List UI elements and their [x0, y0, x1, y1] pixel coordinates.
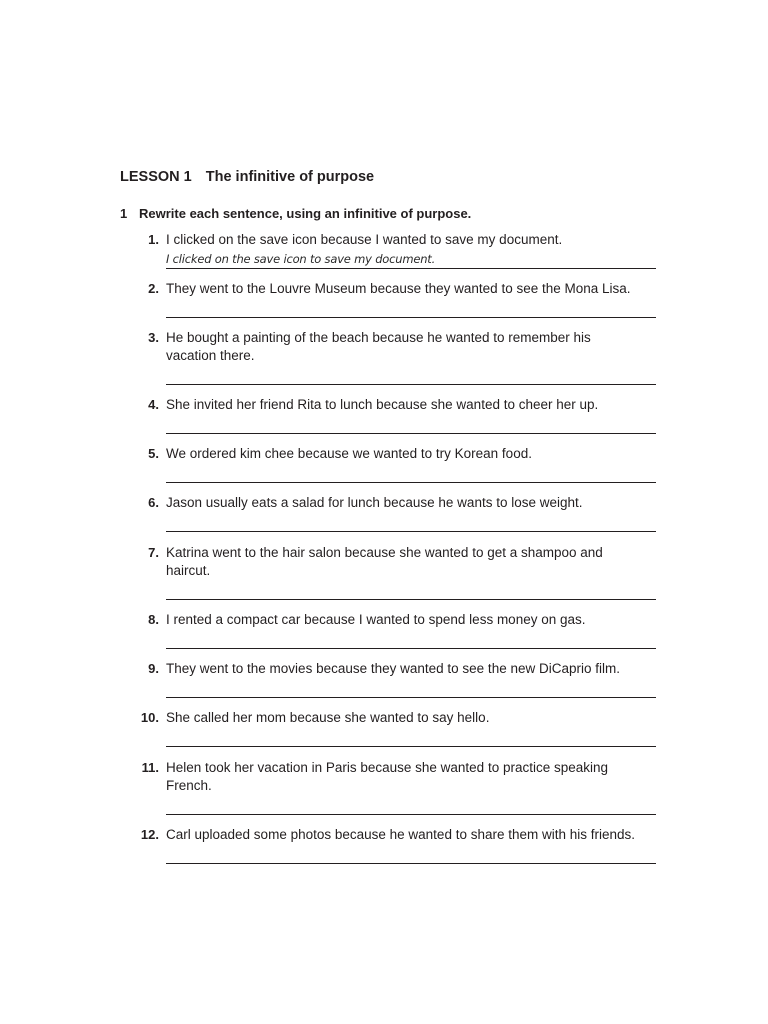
- answer-line[interactable]: [166, 482, 656, 483]
- exercise-number: 1: [120, 206, 128, 221]
- item-sentence: She called her mom because she wanted to say hello.: [166, 710, 490, 725]
- item-number: 4.: [148, 397, 159, 412]
- item-sentence: I rented a compact car because I wanted to spend less money on gas.: [166, 612, 586, 627]
- item-number: 7.: [148, 545, 159, 560]
- item-number: 10.: [140, 710, 159, 725]
- answer-line[interactable]: [166, 746, 656, 747]
- answer-line[interactable]: [166, 648, 656, 649]
- answer-line[interactable]: [166, 433, 656, 434]
- item-number: 9.: [148, 661, 159, 676]
- handwritten-answer: I clicked on the save icon to save my document.: [166, 252, 436, 266]
- item-number: 3.: [148, 330, 159, 345]
- answer-line[interactable]: [166, 697, 656, 698]
- item-number: 1.: [148, 232, 159, 247]
- item-number: 2.: [148, 281, 159, 296]
- item-sentence: I clicked on the save icon because I wanted to save my document.: [166, 232, 563, 247]
- item-sentence: Katrina went to the hair salon because she wanted to get a shampoo and haircut.: [166, 545, 603, 578]
- item-sentence: They went to the Louvre Museum because they wanted to see the Mona Lisa.: [166, 281, 631, 296]
- instruction-text: Rewrite each sentence, using an infinitive of purpose.: [139, 206, 472, 221]
- item-number: 11.: [141, 760, 159, 775]
- item-sentence: Jason usually eats a salad for lunch because he wants to lose weight.: [166, 495, 583, 510]
- item-sentence: We ordered kim chee because we wanted to try Korean food.: [166, 446, 532, 461]
- item-sentence: He bought a painting of the beach because he wanted to remember his vacation there.: [166, 330, 591, 363]
- answer-line[interactable]: [166, 531, 656, 532]
- item-sentence: Helen took her vacation in Paris because she wanted to practice speaking French.: [166, 760, 609, 793]
- answer-line[interactable]: [166, 599, 656, 600]
- answer-line[interactable]: [166, 317, 656, 318]
- lesson-title: The infinitive of purpose: [205, 169, 375, 185]
- answer-line[interactable]: [166, 863, 656, 864]
- answer-line[interactable]: [166, 384, 656, 385]
- lesson-heading: [120, 169, 374, 185]
- item-sentence: She invited her friend Rita to lunch because she wanted to cheer her up.: [166, 397, 599, 412]
- item-number: 6.: [148, 495, 159, 510]
- answer-line[interactable]: [166, 814, 656, 815]
- item-number: 8.: [148, 612, 159, 627]
- item-sentence: Carl uploaded some photos because he wanted to share them with his friends.: [166, 827, 636, 842]
- lesson-label: LESSON 1: [120, 169, 192, 185]
- answer-line[interactable]: [166, 268, 656, 269]
- exercise-instruction: [120, 206, 471, 221]
- item-number: 5.: [148, 446, 159, 461]
- item-number: 12.: [140, 827, 159, 842]
- item-sentence: They went to the movies because they wanted to see the new DiCaprio film.: [166, 661, 620, 676]
